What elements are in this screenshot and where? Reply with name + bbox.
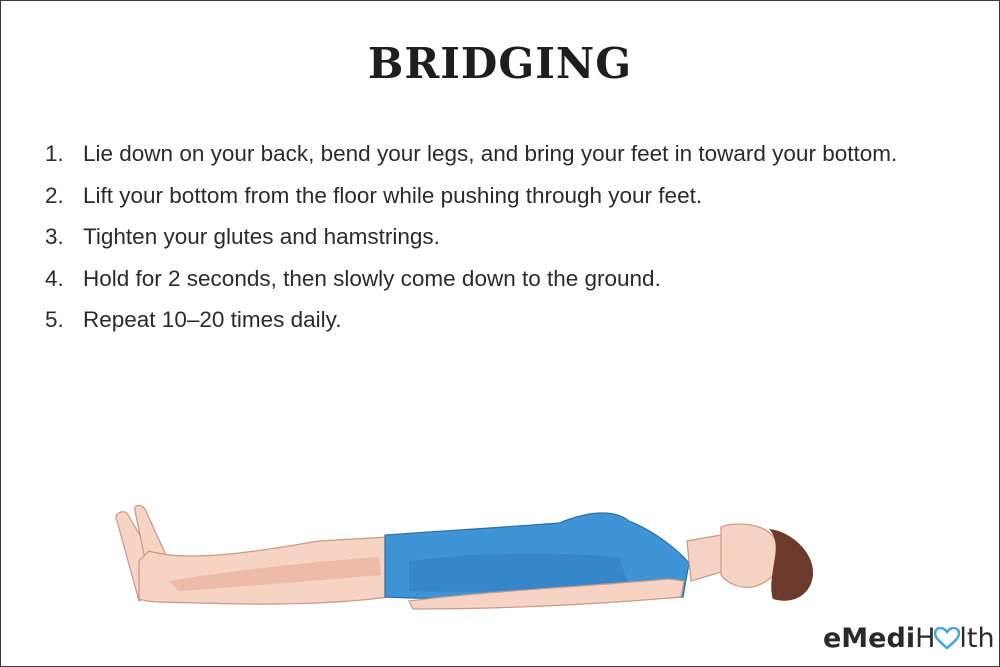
step-text: Lie down on your back, bend your legs, and bring your feet in toward your bottom. — [83, 141, 898, 166]
step-number: 3. — [45, 224, 64, 249]
step-number: 2. — [45, 182, 64, 208]
logo-text: lth — [959, 623, 995, 654]
list-item — [45, 262, 897, 304]
list-item — [45, 137, 897, 179]
lying-person-illustration — [109, 501, 819, 631]
step-number: 1. — [45, 141, 64, 166]
logo-text: eMedi — [823, 623, 916, 654]
list-item — [45, 179, 897, 221]
steps-list — [45, 137, 897, 345]
step-text: Tighten your glutes and hamstrings. — [83, 224, 440, 249]
step-text: Lift your bottom from the floor while pushing through your feet. — [83, 182, 703, 208]
logo-text: H — [915, 623, 936, 654]
brand-logo — [823, 623, 995, 654]
step-text: Repeat 10–20 times daily. — [83, 307, 342, 332]
step-text: Hold for 2 seconds, then slowly come down to the ground. — [83, 265, 661, 291]
page-title: BRIDGING — [367, 39, 633, 88]
heart-icon — [934, 627, 960, 649]
hair — [769, 529, 813, 601]
neck — [687, 535, 725, 581]
step-number: 5. — [45, 307, 64, 332]
list-item — [45, 303, 897, 345]
list-item — [45, 220, 897, 262]
step-number: 4. — [45, 265, 64, 291]
